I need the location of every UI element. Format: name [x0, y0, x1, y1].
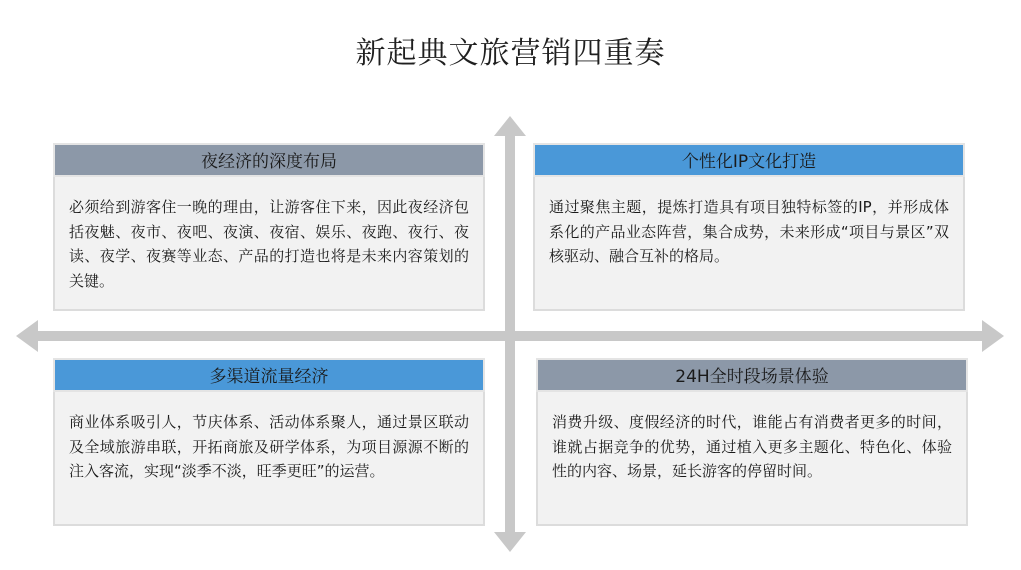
quadrant-body: 通过聚焦主题，提炼打造具有项目独特标签的IP，并形成体系化的产品业态阵营，集合成势，未来形成“项目与景区”双核驱动、融合互补的格局。	[533, 177, 965, 311]
quadrant-24h-experience	[536, 358, 968, 526]
quadrant-header: 多渠道流量经济	[53, 358, 485, 392]
page-title: 新起典文旅营销四重奏	[355, 36, 666, 71]
quadrant-header: 个性化IP文化打造	[533, 143, 965, 177]
quadrant-body: 消费升级、度假经济的时代，谁能占有消费者更多的时间，谁就占据竞争的优势，通过植入更多主题化、特色化、体验性的内容、场景，延长游客的停留时间。	[536, 392, 968, 526]
quadrant-night-economy	[53, 143, 485, 311]
quadrant-traffic-economy	[53, 358, 485, 526]
quadrant-ip-culture	[533, 143, 965, 311]
quadrant-body: 必须给到游客住一晚的理由，让游客住下来，因此夜经济包括夜魅、夜市、夜吧、夜演、夜宿、娱乐、夜跑、夜行、夜读、夜学、夜赛等业态、产品的打造也将是未来内容策划的关键。	[53, 177, 485, 311]
quadrant-body: 商业体系吸引人，节庆体系、活动体系聚人，通过景区联动及全域旅游串联，开拓商旅及研学体系，为项目源源不断的注入客流，实现“淡季不淡，旺季更旺”的运营。	[53, 392, 485, 526]
quadrant-header: 夜经济的深度布局	[53, 143, 485, 177]
quadrant-header: 24H全时段场景体验	[536, 358, 968, 392]
